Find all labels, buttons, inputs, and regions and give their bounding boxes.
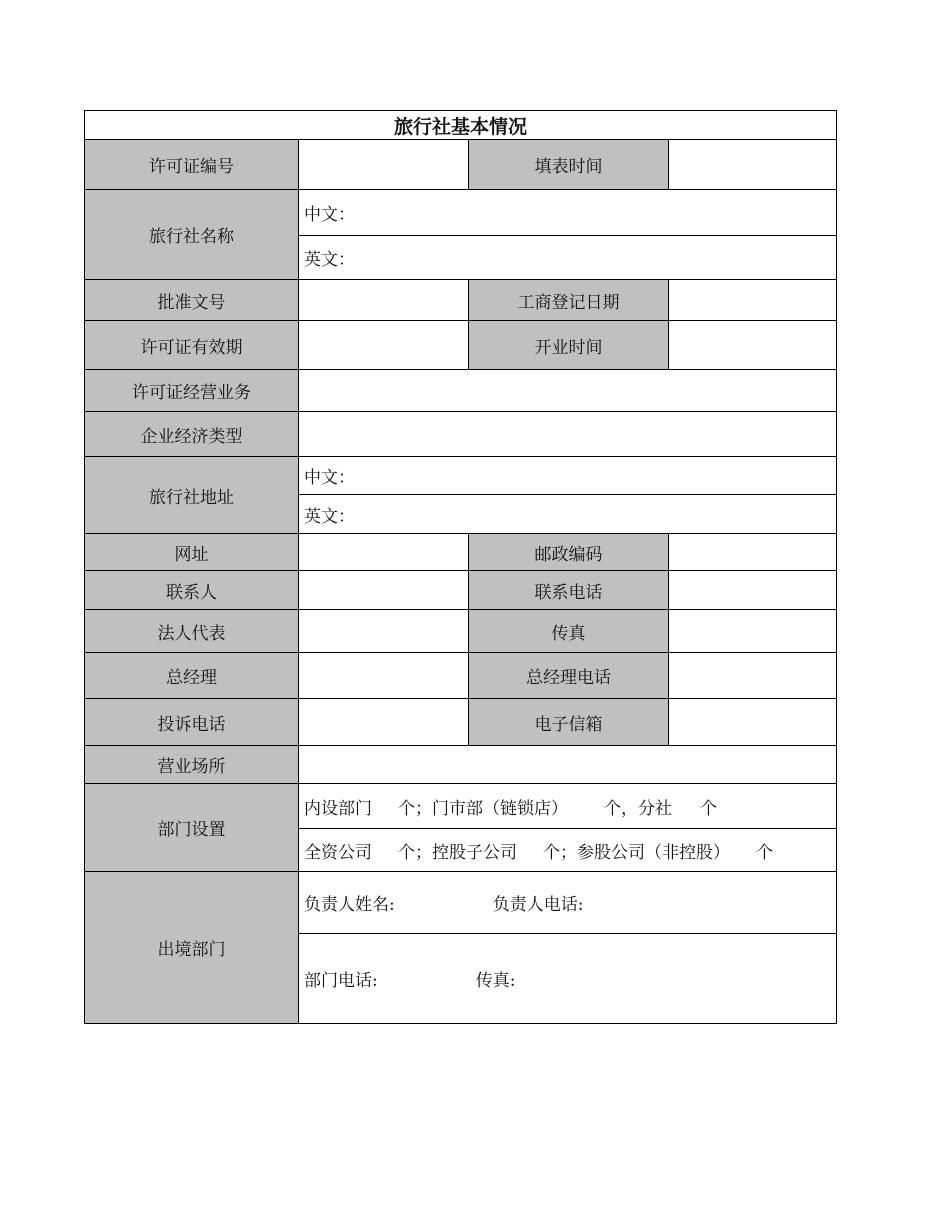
departments-row-2[interactable] [299,829,837,872]
approval-no-field[interactable] [299,280,469,321]
postal-code-label: 邮政编码 [469,534,669,571]
internal-dept-text: 内设部门 [304,798,372,819]
general-manager-label: 总经理 [85,653,299,699]
email-label: 电子信箱 [469,699,669,746]
wholly-owned-text: 全资公司 [304,842,372,863]
website-label: 网址 [85,534,299,571]
contact-phone-label: 联系电话 [469,571,669,610]
license-business-field[interactable] [299,370,837,412]
license-validity-field[interactable] [299,321,469,370]
postal-code-field[interactable] [669,534,837,571]
website-field[interactable] [299,534,469,571]
license-business-label: 许可证经营业务 [85,370,299,412]
english-sublabel: 英文： [304,250,355,270]
subsidiary-text: 个；控股子公司 [398,842,517,863]
contact-person-label: 联系人 [85,571,299,610]
fax-label: 传真 [469,610,669,653]
contact-person-field[interactable] [299,571,469,610]
biz-reg-date-field[interactable] [669,280,837,321]
departments-row-1[interactable] [299,784,837,829]
economy-type-field[interactable] [299,412,837,457]
license-no-field[interactable] [299,140,469,190]
outbound-contact-row[interactable] [299,934,837,1024]
address-chinese-field[interactable] [299,457,837,495]
chinese-sublabel: 中文： [304,205,355,225]
legal-rep-label: 法人代表 [85,610,299,653]
fax-field[interactable] [669,610,837,653]
affiliate-text: 个；参股公司（非控股） [543,842,730,863]
email-field[interactable] [669,699,837,746]
english-sublabel: 英文： [304,506,355,527]
agency-name-label: 旅行社名称 [85,190,299,280]
legal-rep-field[interactable] [299,610,469,653]
head-phone-text: 负责人电话: [492,895,584,915]
agency-address-label: 旅行社地址 [85,457,299,534]
agency-info-form [84,110,837,1024]
departments-label: 部门设置 [85,784,299,872]
agency-name-english-field[interactable] [299,236,837,280]
general-manager-field[interactable] [299,653,469,699]
gm-phone-field[interactable] [669,653,837,699]
address-english-field[interactable] [299,495,837,534]
contact-phone-field[interactable] [669,571,837,610]
chinese-sublabel: 中文： [304,468,355,488]
outbound-fax-text: 传真: [475,971,516,991]
opening-time-label: 开业时间 [469,321,669,370]
form-title: 旅行社基本情况 [85,111,837,140]
license-validity-label: 许可证有效期 [85,321,299,370]
outbound-dept-label: 出境部门 [85,872,299,1024]
fill-time-label: 填表时间 [469,140,669,190]
opening-time-field[interactable] [669,321,837,370]
premises-label: 营业场所 [85,746,299,784]
fill-time-field[interactable] [669,140,837,190]
complaint-phone-label: 投诉电话 [85,699,299,746]
branch-unit-text: 个 [700,798,717,819]
gm-phone-label: 总经理电话 [469,653,669,699]
license-no-label: 许可证编号 [85,140,299,190]
stores-text: 个；门市部（链锁店） [398,798,568,819]
economy-type-label: 企业经济类型 [85,412,299,457]
head-name-text: 负责人姓名: [304,895,395,915]
premises-field[interactable] [299,746,837,784]
approval-no-label: 批准文号 [85,280,299,321]
agency-name-chinese-field[interactable] [299,190,837,236]
affiliate-unit-text: 个 [756,842,773,863]
biz-reg-date-label: 工商登记日期 [469,280,669,321]
complaint-phone-field[interactable] [299,699,469,746]
outbound-head-row[interactable] [299,872,837,934]
dept-phone-text: 部门电话: [304,971,378,991]
branch-text: 个，分社 [604,798,672,819]
